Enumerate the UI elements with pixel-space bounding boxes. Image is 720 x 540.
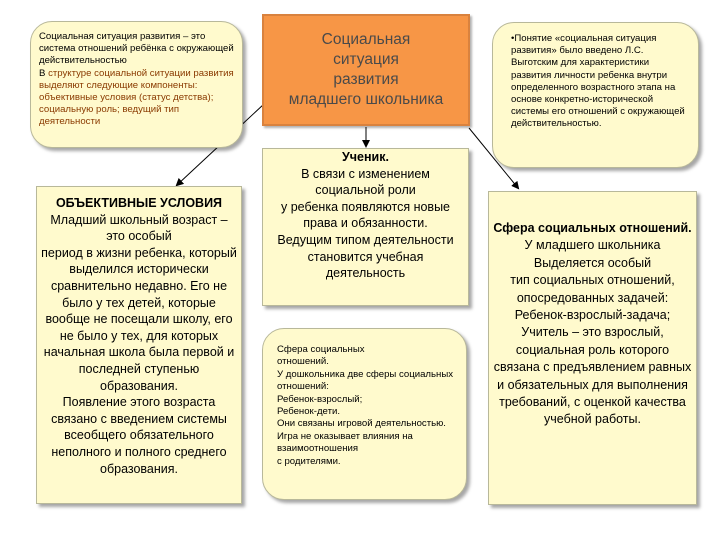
concept-callout [492, 22, 699, 168]
objective-heading: ОБЪЕКТИВНЫЕ УСЛОВИЯ [55, 196, 223, 210]
student-heading: Ученик. [342, 150, 389, 164]
concept-text: •Понятие «социальная ситуация развития» было введено Л.С. Выготским для характеристики развития личности ребенка внутри определенного возрастного этапа на основе конкретно-исторической системы его отношений с окружающей действительностью. [511, 33, 685, 130]
primary-school-relations-box [488, 191, 697, 505]
student-role-box [262, 148, 469, 306]
student-text: В связи с изменением социальной роли у ребенка появляются новые права и обязанности. Ведущим типом деятельности становится учебная деятельность [277, 166, 454, 281]
intro-text-part1: Социальная ситуация развития – это система отношений ребёнка с окружающей действительностью В [39, 31, 234, 79]
preschool-text: Сфера социальных отношений. У дошкольника две сферы социальных отношений: Ребенок-взрослый; Ребенок-дети. Они связаны игровой деятельностью. Игра не оказывает влияния на взаимоотношения с родителями. [277, 344, 454, 467]
preschool-relations-callout [262, 328, 467, 500]
title-box [262, 14, 470, 126]
intro-callout [30, 21, 243, 148]
primary-text: У младшего школьника Выделяется особый тип социальных отношений, опосредованных задачей: Ребенок-взрослый-задача; Учитель – это взрослый, социальная роль которого связана с предъявлением равных и обязательных для выполнения требований, с оценкой качества учебной работы. [493, 238, 692, 427]
objective-conditions-box [36, 186, 242, 504]
objective-text: Младший школьный возраст – это особый период в жизни ребенка, который выделился исторически сравнительно недавно. Его не было у тех детей, которые вообще не посещали школу, его не было у тех, для которых начальная школа была первой и последней ступенью образования. Появление этого возраста связано с введением системы всеобщего обязательного неполного и полного среднего образования. [41, 212, 237, 476]
intro-text-part2: структуре социальной ситуации развития выделяют следующие компоненты: объективные условия (статус детства); социальную роль; ведущий тип деятельности [39, 67, 234, 128]
diagram-title: Социальная ситуация развития младшего школьника [288, 31, 444, 108]
primary-heading: Сфера социальных отношений. [493, 221, 692, 235]
